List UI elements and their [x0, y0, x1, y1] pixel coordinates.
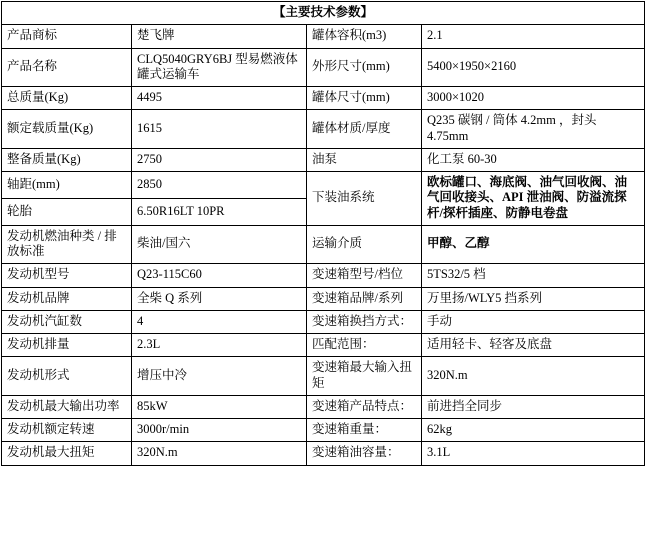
- row-value: 4495: [132, 87, 307, 110]
- table-row: [2, 310, 645, 333]
- row-label: 发动机额定转速: [2, 419, 132, 442]
- row-value: 320N.m: [132, 442, 307, 465]
- row-label: 发动机燃油种类 / 排放标准: [2, 225, 132, 264]
- table-row: [2, 287, 645, 310]
- row-value: 3000r/min: [132, 419, 307, 442]
- row-label: 发动机汽缸数: [2, 310, 132, 333]
- table-title-row: [2, 2, 645, 25]
- spec-sheet-page: [0, 1, 645, 536]
- row-value: 化工泵 60-30: [422, 148, 645, 171]
- table-row: [2, 395, 645, 418]
- row-label: 罐体材质/厚度: [307, 110, 422, 149]
- table-row: [2, 172, 645, 199]
- row-value: 甲醇、乙醇: [422, 225, 645, 264]
- table-row: [2, 419, 645, 442]
- row-label: 发动机型号: [2, 264, 132, 287]
- table-row: [2, 264, 645, 287]
- row-value: 3000×1020: [422, 87, 645, 110]
- table-row: [2, 110, 645, 149]
- row-value: 320N.m: [422, 357, 645, 396]
- row-value: Q235 碳钢 / 筒体 4.2mm ，封头 4.75mm: [422, 110, 645, 149]
- row-label: 总质量(Kg): [2, 87, 132, 110]
- table-row: [2, 442, 645, 465]
- row-label: 额定载质量(Kg): [2, 110, 132, 149]
- row-label: 外形尺寸(mm): [307, 48, 422, 87]
- row-value: 欧标罐口、海底阀、油气回收阀、油气回收接头、API 泄油阀、防溢流探杆/探杆插座、防静电卷盘: [422, 172, 645, 226]
- row-label: 下装油系统: [307, 172, 422, 226]
- row-value: 增压中冷: [132, 357, 307, 396]
- row-value: 2850: [132, 172, 307, 199]
- row-label: 变速箱油容量：: [307, 442, 422, 465]
- row-label: 变速箱重量：: [307, 419, 422, 442]
- table-row: [2, 48, 645, 87]
- row-value: 1615: [132, 110, 307, 149]
- row-label: 发动机最大扭矩: [2, 442, 132, 465]
- row-label: 变速箱型号/档位: [307, 264, 422, 287]
- table-row: [2, 334, 645, 357]
- row-label: 变速箱产品特点：: [307, 395, 422, 418]
- row-value: 手动: [422, 310, 645, 333]
- row-label: 变速箱换挡方式：: [307, 310, 422, 333]
- row-value: 5TS32/5 档: [422, 264, 645, 287]
- row-label: 匹配范围：: [307, 334, 422, 357]
- row-label: 罐体尺寸(mm): [307, 87, 422, 110]
- row-label: 发动机形式: [2, 357, 132, 396]
- row-value: 5400×1950×2160: [422, 48, 645, 87]
- table-row: [2, 25, 645, 48]
- row-label: 变速箱品牌/系列: [307, 287, 422, 310]
- row-label: 产品名称: [2, 48, 132, 87]
- row-value: 适用轻卡、轻客及底盘: [422, 334, 645, 357]
- row-value: 62kg: [422, 419, 645, 442]
- row-value: 万里扬/WLY5 挡系列: [422, 287, 645, 310]
- row-label: 变速箱最大输入扭矩: [307, 357, 422, 396]
- row-label: 轮胎: [2, 198, 132, 225]
- row-value: 全柴 Q 系列: [132, 287, 307, 310]
- row-value: CLQ5040GRY6BJ 型易燃液体罐式运输车: [132, 48, 307, 87]
- row-label: 罐体容积(m3): [307, 25, 422, 48]
- row-value: 2750: [132, 148, 307, 171]
- row-value: 2.1: [422, 25, 645, 48]
- page-title: 【主要技术参数】: [2, 2, 645, 25]
- specification-table: [1, 1, 645, 466]
- row-label: 产品商标: [2, 25, 132, 48]
- table-row: [2, 225, 645, 264]
- table-row: [2, 357, 645, 396]
- table-row: [2, 87, 645, 110]
- row-value: 3.1L: [422, 442, 645, 465]
- row-value: 4: [132, 310, 307, 333]
- row-value: 2.3L: [132, 334, 307, 357]
- row-label: 运输介质: [307, 225, 422, 264]
- row-label: 油泵: [307, 148, 422, 171]
- row-value: 85kW: [132, 395, 307, 418]
- row-label: 发动机最大输出功率: [2, 395, 132, 418]
- row-label: 轴距(mm): [2, 172, 132, 199]
- row-value: 前进挡全同步: [422, 395, 645, 418]
- row-value: 6.50R16LT 10PR: [132, 198, 307, 225]
- row-value: 柴油/国六: [132, 225, 307, 264]
- row-label: 发动机排量: [2, 334, 132, 357]
- row-label: 整备质量(Kg): [2, 148, 132, 171]
- row-value: 楚飞牌: [132, 25, 307, 48]
- table-row: [2, 148, 645, 171]
- row-label: 发动机品牌: [2, 287, 132, 310]
- row-value: Q23-115C60: [132, 264, 307, 287]
